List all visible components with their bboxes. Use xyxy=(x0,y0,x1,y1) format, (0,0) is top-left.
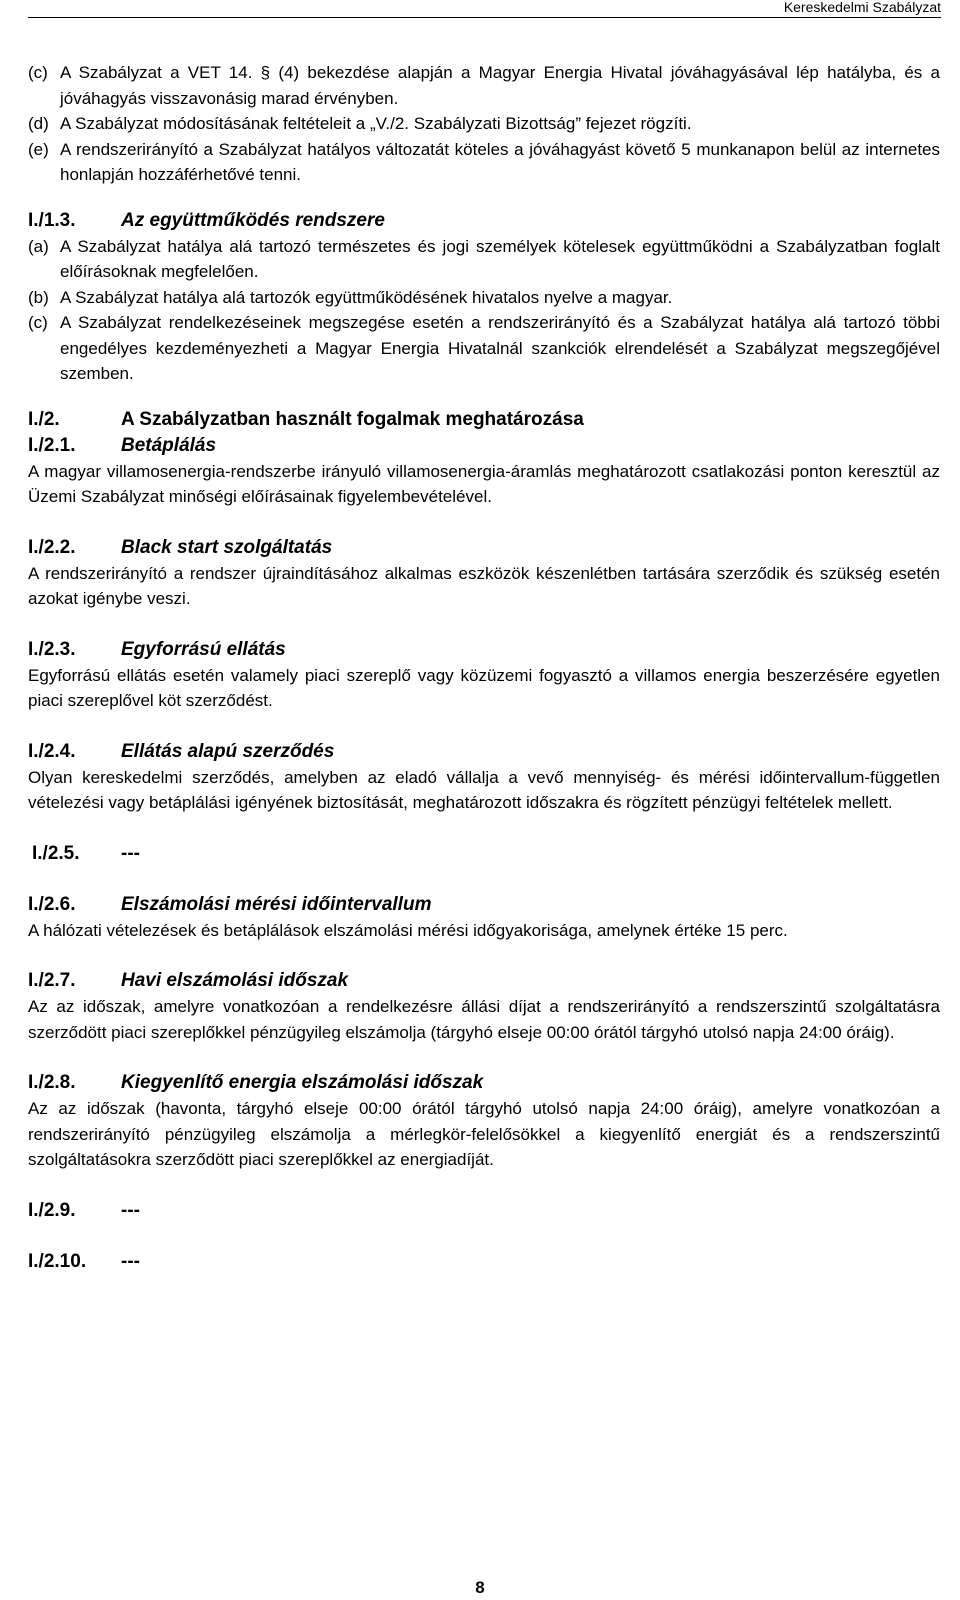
section-title: Az együttműködés rendszere xyxy=(121,209,385,231)
definition-heading-2-1 xyxy=(28,433,940,459)
definition-heading-2-3 xyxy=(28,637,940,663)
definition-heading-2-10 xyxy=(28,1249,940,1275)
item-text: A Szabályzat hatálya alá tartozók együttműködésének hivatalos nyelve a magyar. xyxy=(60,287,673,307)
intro-item-e xyxy=(28,137,940,188)
definition-title: Elszámolási mérési időintervallum xyxy=(121,893,432,915)
item-text: A Szabályzat a VET 14. § (4) bekezdése alapján a Magyar Energia Hivatal jóváhagyásával lép hatályba, és a jóváhagyás visszavonásig marad érvényben. xyxy=(60,63,940,108)
definition-number: I./2.4. xyxy=(28,740,76,762)
definition-text: Egyforrású ellátás esetén valamely piaci szereplő vagy közüzemi fogyasztó a villamos energia beszerzésére egyetlen piaci szereplővel köt szerződést. xyxy=(28,665,940,710)
intro-item-d xyxy=(28,111,940,137)
definition-heading-2-6 xyxy=(28,892,940,918)
cooperation-item-a xyxy=(28,234,940,285)
definition-heading-2-8 xyxy=(28,1070,940,1096)
definition-heading-2-2 xyxy=(28,535,940,561)
definition-text: A magyar villamosenergia-rendszerbe irányuló villamosenergia-áramlás meghatározott csatlakozási ponton keresztül az Üzemi Szabályzat minőségi előírásainak figyelembevételével. xyxy=(28,461,940,506)
definition-title: Ellátás alapú szerződés xyxy=(121,740,335,762)
item-label: (a) xyxy=(28,236,49,256)
definition-text: A hálózati vételezések és betáplálások elszámolási mérési időgyakorisága, amelynek értéke 15 perc. xyxy=(28,920,788,940)
definition-text: Az az időszak, amelyre vonatkozóan a rendelkezésre állási díjat a rendszerirányító a rendszerszintű szolgáltatásra szerződött piaci szereplőkkel pénzügyileg elszámolja (tárgyhó elseje 00:00 órától tárgyhó utolsó napja 24:00 óráig). xyxy=(28,997,940,1042)
item-label: (b) xyxy=(28,287,49,307)
item-label: (c) xyxy=(28,313,48,332)
definition-heading-2-5 xyxy=(28,841,940,867)
section-title: A Szabályzatban használt fogalmak meghatározása xyxy=(121,408,584,430)
item-text: A Szabályzat rendelkezéseinek megszegése esetén a rendszerirányító és a Szabályzat hatálya alá tartozó többi engedélyes kezdeményezheti a Magyar Energia Hivatalnál szankciók elrendelését a Szabályzat megszegőjével szemben. xyxy=(60,313,940,383)
definition-title: Kiegyenlítő energia elszámolási időszak xyxy=(121,1072,484,1093)
definition-title: --- xyxy=(121,1250,140,1272)
definition-title: Egyforrású ellátás xyxy=(121,638,286,660)
definition-heading-2-4 xyxy=(28,739,940,765)
definition-text: Az az időszak (havonta, tárgyhó elseje 00:00 órától tárgyhó utolsó napja 24:00 óráig), amelyre vonatkozóan a rendszerirányító pénzügyileg elszámolja a mérlegkör-felelősökkel a kiegyenlítő energiát és a rendszerszintű szolgáltatásokra szerződött piaci szereplőkkel az energiadíját. xyxy=(28,1099,940,1169)
item-text: A Szabályzat hatálya alá tartozó természetes és jogi személyek kötelesek együttműködni a Szabályzatban foglalt előírásoknak megfelelően. xyxy=(60,236,940,281)
definition-number: I./2.3. xyxy=(28,638,76,660)
definition-heading-2-7 xyxy=(28,968,940,994)
definition-number: I./2.5. xyxy=(32,842,80,864)
document-body xyxy=(28,60,940,1275)
section-number: I./1.3. xyxy=(28,209,76,231)
section-heading-2 xyxy=(28,407,940,433)
cooperation-item-b xyxy=(28,285,940,311)
section-number: I./2. xyxy=(28,408,60,430)
item-text: A rendszerirányító a Szabályzat hatályos változatát köteles a jóváhagyást követő 5 munkanapon belül az internetes honlapján hozzáférhetővé tenni. xyxy=(60,139,940,184)
definition-title: --- xyxy=(121,1199,140,1221)
definition-number: I./2.8. xyxy=(28,1072,76,1093)
page-header xyxy=(28,0,941,18)
item-label: (d) xyxy=(28,114,49,133)
page-number: 8 xyxy=(475,1578,485,1597)
definition-title: Black start szolgáltatás xyxy=(121,536,333,558)
definition-text: Olyan kereskedelmi szerződés, amelyben az eladó vállalja a vevő mennyiség- és mérési időintervallum-független vételezési vagy betáplálási igényének biztosítását, meghatározott időszakra és rögzített pénzügyi feltételek mellett. xyxy=(28,767,940,812)
definition-title: --- xyxy=(121,842,140,864)
intro-item-c xyxy=(28,60,940,111)
section-heading-1-3 xyxy=(28,208,940,234)
header-title: Kereskedelmi Szabályzat xyxy=(783,0,941,15)
definition-title: Havi elszámolási időszak xyxy=(121,970,349,991)
definition-number: I./2.1. xyxy=(28,434,76,456)
item-label: (c) xyxy=(28,63,48,82)
definition-title: Betáplálás xyxy=(121,434,217,456)
item-text: A Szabályzat módosításának feltételeit a „V./2. Szabályzati Bizottság” fejezet rögzíti. xyxy=(60,114,692,133)
definition-number: I./2.2. xyxy=(28,536,76,558)
definition-heading-2-9 xyxy=(28,1198,940,1224)
item-label: (e) xyxy=(28,139,49,159)
cooperation-item-c xyxy=(28,310,940,387)
definition-number: I./2.7. xyxy=(28,970,76,991)
definition-number: I./2.9. xyxy=(28,1199,76,1221)
definition-number: I./2.10. xyxy=(28,1250,87,1272)
definition-number: I./2.6. xyxy=(28,893,76,915)
definition-text: A rendszerirányító a rendszer újraindításához alkalmas eszközök készenlétben tartására szerződik és szükség esetén azokat igénybe veszi. xyxy=(28,563,940,608)
page-footer xyxy=(0,1578,960,1598)
